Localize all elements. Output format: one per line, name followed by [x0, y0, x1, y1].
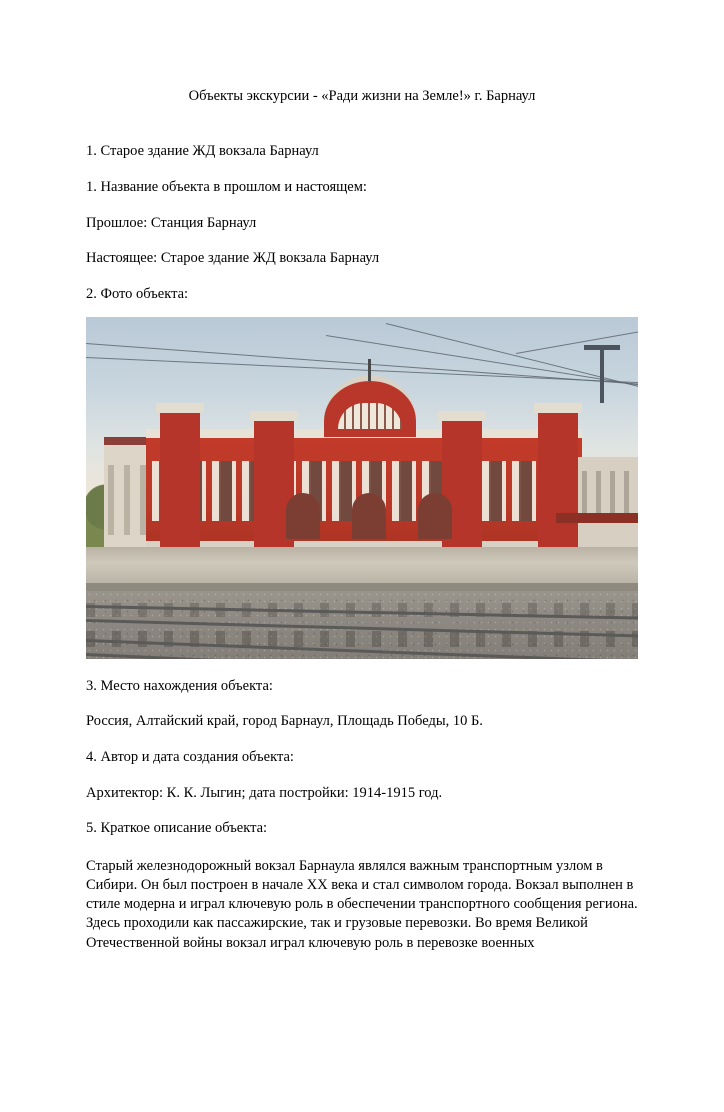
tower-cap — [438, 411, 486, 421]
platform-canopy — [556, 513, 638, 523]
catenary-bracket — [584, 345, 620, 350]
document-body — [86, 105, 638, 952]
right-building — [578, 457, 638, 551]
entrance-arch — [418, 493, 452, 539]
track-ballast — [86, 591, 638, 659]
location-heading: 3. Место нахождения объекта: — [86, 677, 273, 694]
name-present: Настоящее: Старое здание ЖД вокзала Барнаул — [86, 250, 380, 267]
object-photo-figure — [86, 317, 638, 659]
author-value: Архитектор: К. К. Лыгин; дата постройки: 1914-1915 год. — [86, 784, 443, 801]
tower-cap — [534, 403, 582, 413]
tower-right — [538, 413, 578, 557]
entrance-arch — [352, 493, 386, 539]
tower-cap — [156, 403, 204, 413]
catenary-pole — [600, 345, 604, 403]
entrance-arch — [286, 493, 320, 539]
author-heading: 4. Автор и дата создания объекта: — [86, 749, 294, 766]
object-heading: 1. Старое здание ЖД вокзала Барнаул — [86, 143, 319, 160]
object-photo — [86, 317, 638, 659]
platform-edge — [86, 583, 638, 591]
description-heading: 5. Краткое описание объекта: — [86, 820, 268, 837]
photo-heading: 2. Фото объекта: — [86, 286, 189, 303]
tower-cap — [250, 411, 298, 421]
location-value: Россия, Алтайский край, город Барнаул, Площадь Победы, 10 Б. — [86, 713, 483, 730]
tower-left — [160, 413, 200, 557]
document-page — [0, 88, 724, 1112]
name-heading: 1. Название объекта в прошлом и настоящем: — [86, 179, 367, 196]
description-text: Старый железнодорожный вокзал Барнаула являлся важным транспортным узлом в Сибири. Он был построен в начале XX века и стал символом города. Вокзал выполнен в стиле модерна и играл ключевую роль в обеспечении транспортного сообщения региона. Здесь проходили как пассажирские, так и грузовые перевозки. Во время Великой Отечественной войны вокзал играл ключевую роль в перевозке военных — [86, 858, 638, 951]
page-title: Объекты экскурсии - «Ради жизни на Земле!» г. Барнаул — [188, 88, 536, 104]
name-past: Прошлое: Станция Барнаул — [86, 214, 257, 231]
